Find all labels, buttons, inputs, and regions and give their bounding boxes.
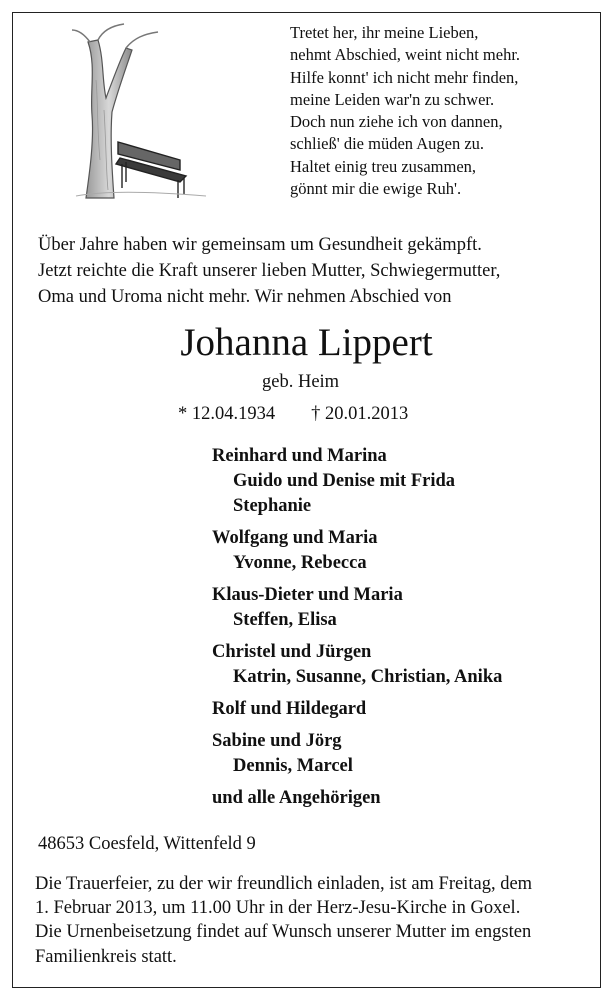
family-group [212,729,502,779]
poem-line: meine Leiden war'n zu schwer. [290,89,495,109]
family-head: und alle Angehörigen [212,788,381,808]
poem-line: gönnt mir die ewige Ruh'. [290,179,462,199]
family-group [212,526,502,576]
family-sub: Katrin, Susanne, Christian, Anika [233,667,503,687]
family-head: Klaus-Dieter und Maria [212,585,403,605]
poem-line: Doch nun ziehe ich von dannen, [290,112,503,132]
family-group [212,444,502,519]
family-group [212,640,502,690]
family-sub: Dennis, Marcel [233,756,353,776]
poem-line: Tretet her, ihr meine Lieben, [290,23,479,42]
birth-date: * 12.04.1934 [178,404,276,424]
family-head: Wolfgang und Maria [212,528,378,548]
family-group [212,697,502,722]
funeral-line: 1. Februar 2013, um 11.00 Uhr in der Herz-Jesu-Kirche in Goxel. [35,898,521,919]
maiden-name: geb. Heim [262,372,340,392]
poem [290,22,520,200]
intro-text [38,232,586,310]
funeral-notice [35,872,591,969]
address: 48653 Coesfeld, Wittenfeld 9 [38,834,256,854]
funeral-line: Die Urnenbeisetzung findet auf Wunsch unserer Mutter im engsten [35,922,532,943]
family-head: Christel und Jürgen [212,642,372,662]
family-head: Reinhard und Marina [212,446,387,466]
life-dates [178,402,408,426]
intro-line: Oma und Uroma nicht mehr. Wir nehmen Abschied von [38,287,452,307]
poem-line: schließ' die müden Augen zu. [290,134,485,154]
tree-and-bench-illustration [68,20,208,200]
family-head: Rolf und Hildegard [212,699,367,719]
family-group [212,786,502,811]
poem-line: Haltet einig treu zusammen, [290,156,477,176]
poem-line: Hilfe konnt' ich nicht mehr finden, [290,67,519,87]
intro-line: Jetzt reichte die Kraft unserer lieben Mutter, Schwiegermutter, [38,261,501,281]
family-sub: Yvonne, Rebecca [233,553,367,573]
deceased-name: Johanna Lippert [180,321,433,364]
intro-line: Über Jahre haben wir gemeinsam um Gesundheit gekämpft. [38,235,482,255]
funeral-line: Familienkreis statt. [35,946,177,967]
family-group [212,583,502,633]
family-head: Sabine und Jörg [212,731,342,751]
poem-line: nehmt Abschied, weint nicht mehr. [290,45,521,65]
family-sub: Stephanie [233,496,312,516]
family-list [212,444,502,818]
family-sub: Steffen, Elisa [233,610,337,630]
funeral-line: Die Trauerfeier, zu der wir freundlich einladen, ist am Freitag, dem [35,874,533,894]
family-sub: Guido und Denise mit Frida [233,471,456,491]
death-date: † 20.01.2013 [311,404,409,424]
